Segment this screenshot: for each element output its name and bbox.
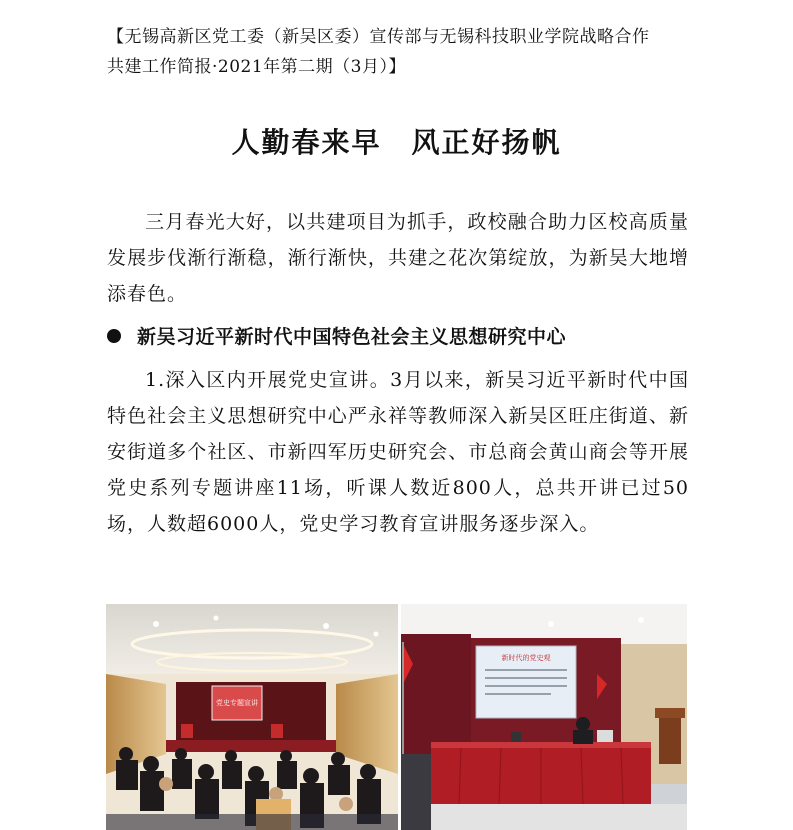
section-heading <box>107 322 566 349</box>
intro-text: 三月春光大好，以共建项目为抓手，政校融合助力区校高质量发展步伐渐行渐稳，渐行渐快，共建之花次第绽放，为新吴大地增添春色。 <box>107 211 689 305</box>
lecture-hall-photo <box>106 604 398 830</box>
intro-paragraph <box>107 204 689 312</box>
header-line-1: 【无锡高新区党工委（新吴区委）宣传部与无锡科技职业学院战略合作 <box>107 27 650 47</box>
stage-lecture-photo <box>401 604 687 830</box>
item-1-text: 1.深入区内开展党史宣讲。3月以来，新吴习近平新时代中国特色社会主义思想研究中心严永祥等教师深入新吴区旺庄街道、新安街道多个社区、市新四军历史研究会、市总商会黄山商会等开展党史系列专题讲座11场，听课人数近800人，总共开讲已过50场，人数超6000人，党史学习教育宣讲服务逐步深入。 <box>107 369 689 535</box>
section-heading-text: 新吴习近平新时代中国特色社会主义思想研究中心 <box>137 326 567 348</box>
header-line-2: 共建工作简报·2021年第二期（3月）】 <box>107 57 406 77</box>
briefing-header <box>107 22 697 82</box>
item-1-paragraph <box>107 362 689 542</box>
article-title: 人勤春来早 风正好扬帆 <box>231 126 562 159</box>
left-screen-text: 党史专题宣讲 <box>216 699 258 707</box>
bullet-icon <box>107 329 121 343</box>
right-screen-text: 新时代的党史观 <box>501 654 551 662</box>
